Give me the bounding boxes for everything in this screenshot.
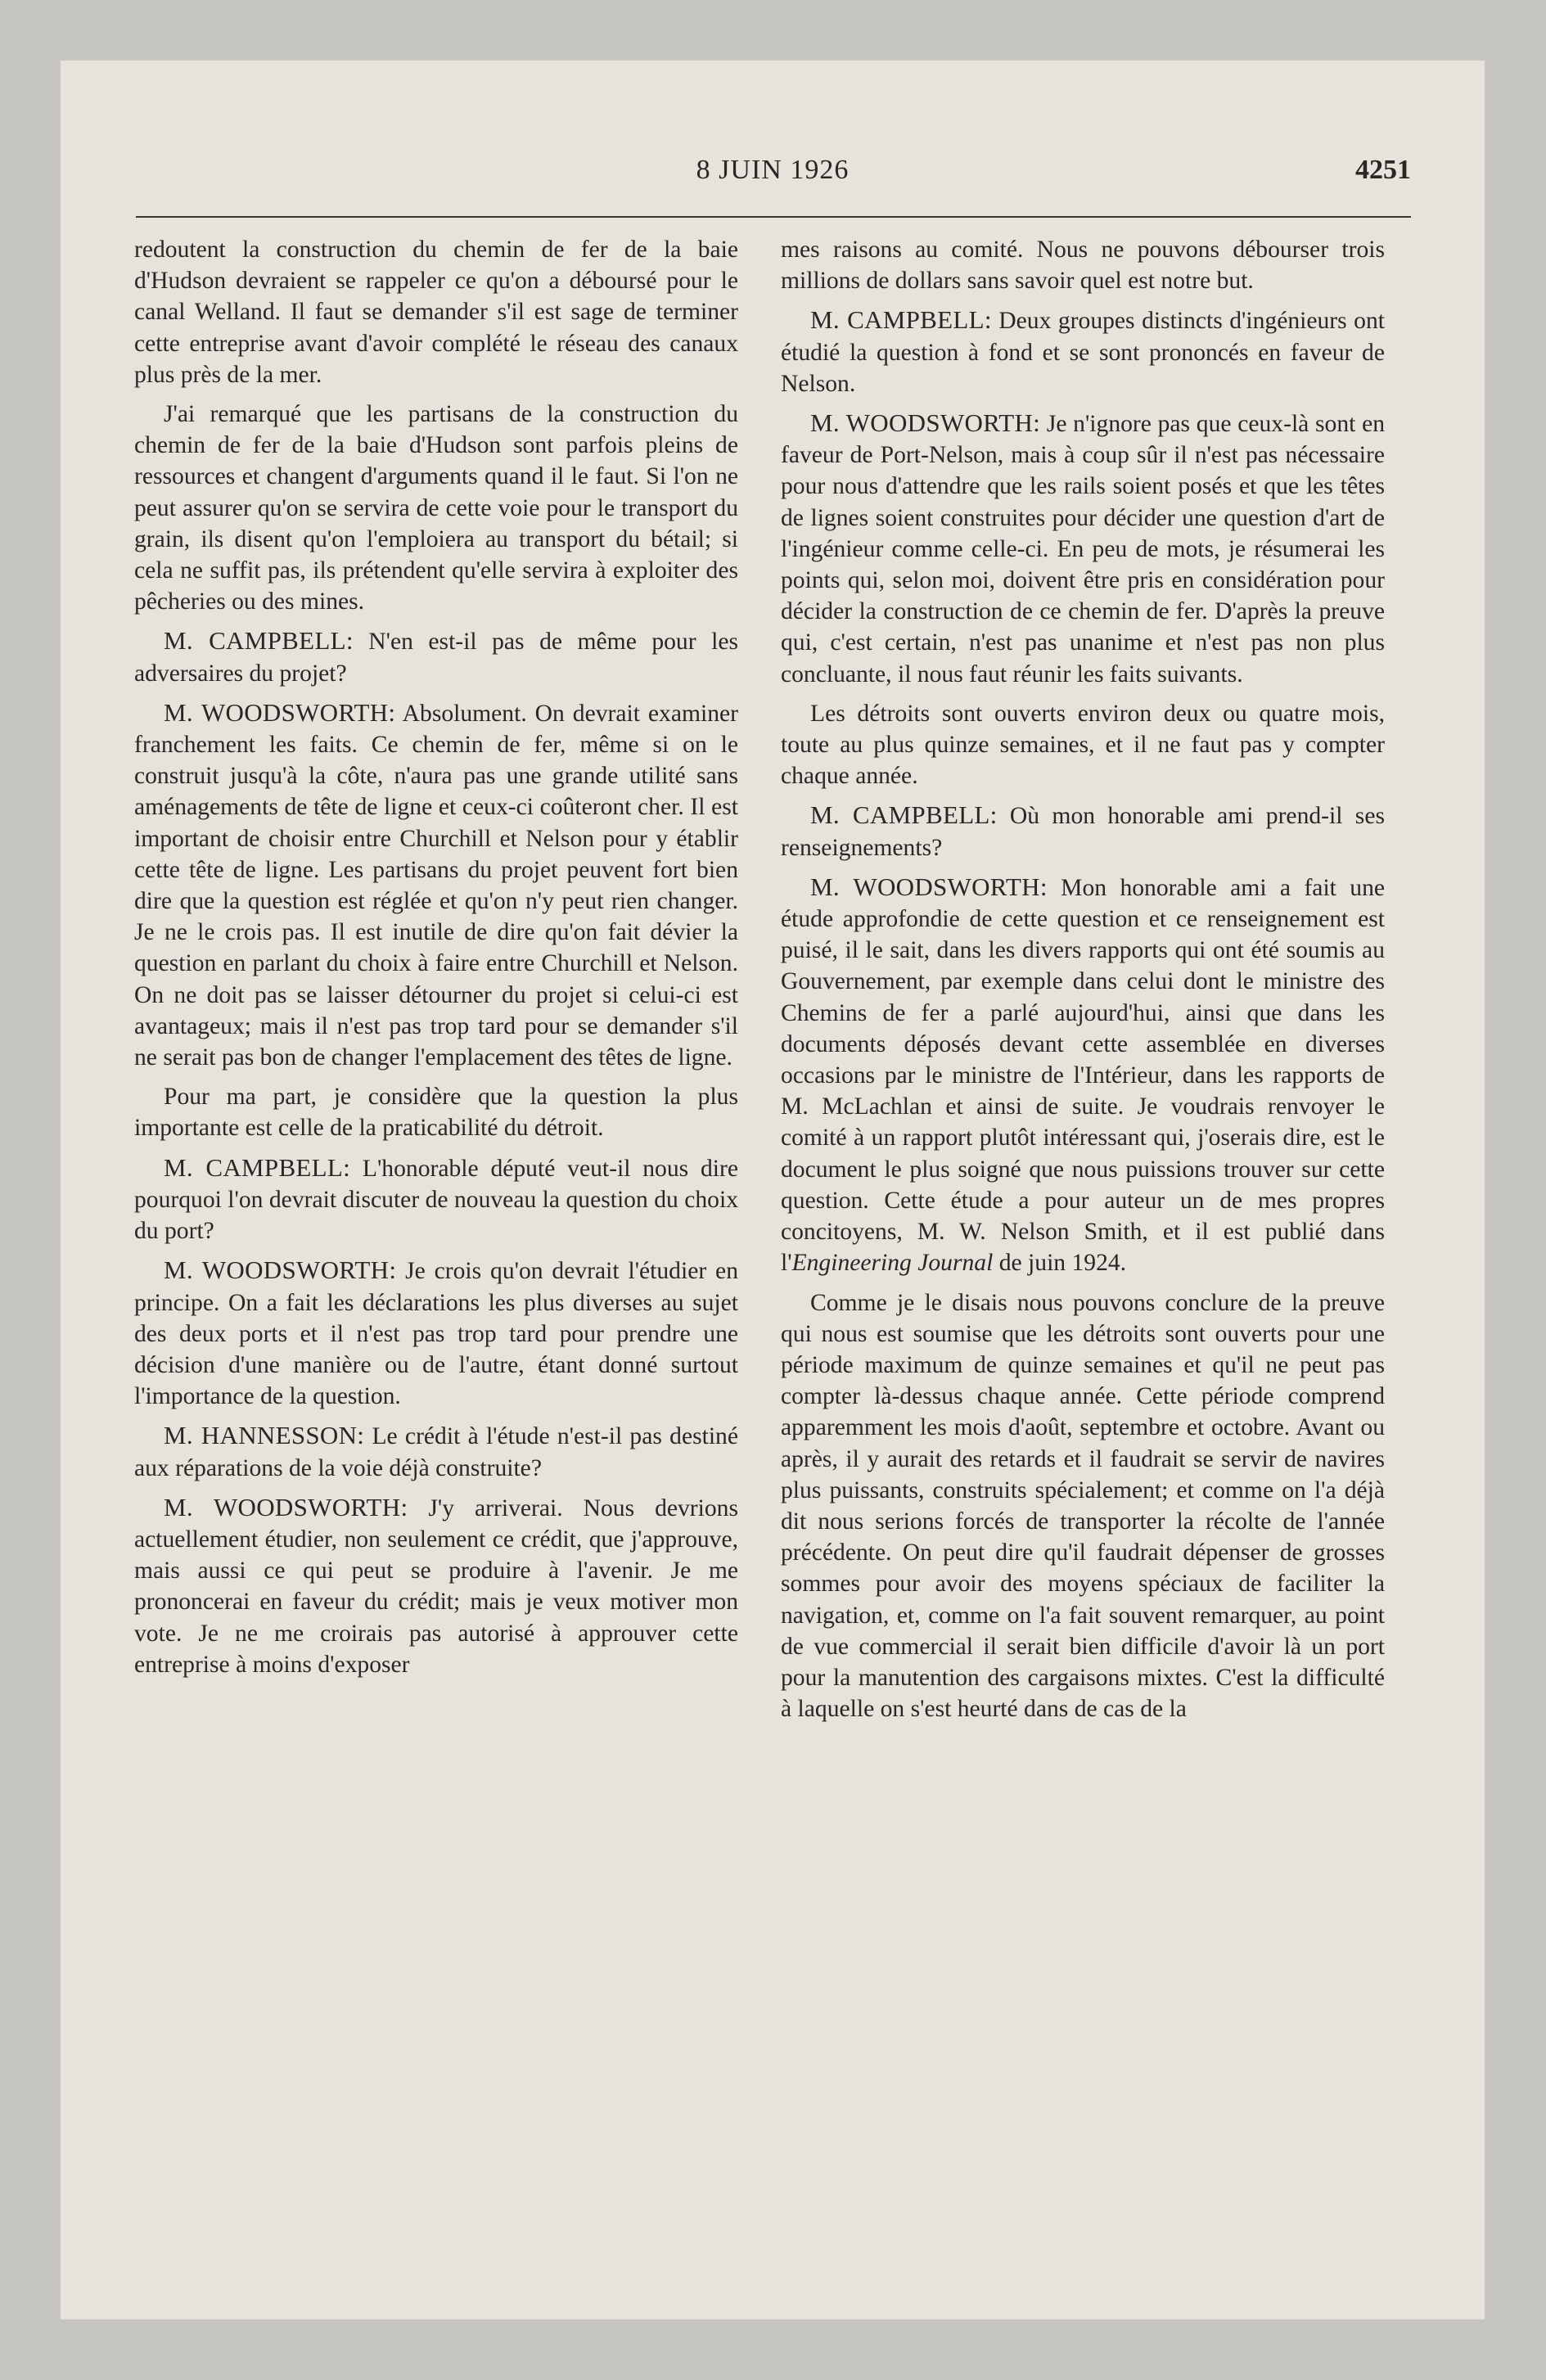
paragraph [134,1492,738,1680]
speaker-name: M. CAMPBELL: [164,1152,351,1182]
page-number: 4251 [1355,155,1411,185]
journal-title: Engineering Journal [791,1250,994,1277]
paragraph-text: mes raisons au comité. Nous ne pouvons débourser trois millions de dollars sans savoir quel est notre but. [781,237,1385,295]
paragraph-text: Je n'ignore pas que ceux-là sont en faveur de Port-Nelson, mais à coup sûr il n'est pas nécessaire pour nous d'attendre que les rails soient posés et que les têtes de lignes soient construites pour décider une question d'art de l'ingénieur comme celle-ci. En peu de mots, je résumerai les points qui, selon moi, doivent être pris en considération pour décider la construction de ce chemin de fer. D'après la preuve qui, c'est certain, n'est pas unanime et n'est pas non plus concluante, il nous faut réunir les faits suivants. [781,411,1385,687]
left-column [134,234,738,2239]
paragraph-text: Comme je le disais nous pouvons conclure de la preuve qui nous est soumise que les détroits sont ouverts pour une période maximum de quinze semaines et qu'il ne peut pas compter là-dessus chaque année. Cette période comprend apparemment les mois d'août, septembre et octobre. Avant ou après, il y aurait des retards et il faudrait se servir de navires plus puissants, construits spécialement; et comme on l'a déjà dit nous serions forcés de transporter la récolte de l'année précédente. On peut dire qu'il faudrait dépenser de grosses sommes pour avoir des moyens spéciaux de faciliter la navigation, et, comme on l'a fait souvent remarquer, au point de vue commercial il serait bien difficile d'avoir là un port pour la manutention des cargaisons mixtes. C'est la difficulté à laquelle on s'est heurté dans de cas de la [781,1289,1385,1723]
paragraph-text: Je crois qu'on devrait l'étudier en principe. On a fait les déclarations les plus diverses au sujet des deux ports et il n'est pas trop tard pour prendre une décision d'une manière ou de l'autre, étant donné surtout l'importance de la question. [134,1258,738,1410]
speaker-name: M. CAMPBELL: [810,305,992,335]
paragraph [134,625,738,688]
paragraph-text: Mon honorable ami a fait une étude approfondie de cette question et ce renseignement est puisé, il le sait, dans les divers rapports qui ont été soumis au Gouvernement, par exemple dans celui dont le ministre des Chemins de fer a parlé aujourd'hui, ainsi que dans les documents déposés devant cette assemblée en diverses occasions par le ministre de l'Intérieur, dans les rapports de M. McLachlan et ainsi de suite. Je voudrais renvoyer le comité à un rapport plutôt intéressant qui, j'oserais dire, est le document le plus soigné que nous puissions trouver sur cette question. Cette étude a pour auteur un de mes propres concitoyens, M. W. Nelson Smith, et il est publié dans l' [781,874,1385,1277]
paragraph [781,304,1385,399]
paragraph [781,800,1385,863]
header-date: 8 JUIN 1926 [696,155,850,185]
paragraph-text: J'y arriverai. Nous devrions actuellement étudier, non seulement ce crédit, que j'approuve, mais aussi ce qui peut se produire à l'avenir. Je me prononcerai en faveur du crédit; mais je veux motiver mon vote. Je ne me croirais pas autorisé à approuver cette entreprise à moins d'exposer [134,1494,738,1678]
speaker-name: M. HANNESSON: [164,1421,365,1450]
page-header [134,155,1411,196]
document-page [61,61,1485,2319]
paragraph-text: N'en est-il pas de même pour les adversaires du projet? [134,629,738,687]
paragraph-text-after: de juin 1924. [993,1250,1127,1277]
speaker-name: M. CAMPBELL: [164,626,354,656]
paragraph-text: redoutent la construction du chemin de fer de la baie d'Hudson devraient se rappeler ce qu'on a déboursé pour le canal Welland. Il faut se demander s'il est sage de terminer cette entreprise avant d'avoir complété le réseau des canaux plus près de la mer. [134,237,738,388]
paragraph [134,399,738,617]
right-column [781,234,1385,2239]
paragraph [134,1420,738,1483]
paragraph-text: J'ai remarqué que les partisans de la construction du chemin de fer de la baie d'Hudson sont parfois pleins de ressources et changent d'arguments quand il le faut. Si l'on ne peut assurer qu'on se servira de cette voie pour le transport du grain, ils disent qu'on l'emploiera au transport du bétail; si cela ne suffit pas, ils prétendent qu'elle servira à exploiter des pêcheries ou des mines. [134,401,738,615]
paragraph [781,872,1385,1279]
paragraph-text: Le crédit à l'étude n'est-il pas destiné aux réparations de la voie déjà construite? [134,1423,738,1481]
paragraph-text: Deux groupes distincts d'ingénieurs ont étudié la question à fond et se sont prononcés en faveur de Nelson. [781,308,1385,397]
paragraph-text: L'honorable député veut-il nous dire pourquoi l'on devrait discuter de nouveau la question du choix du port? [134,1155,738,1245]
paragraph [781,234,1385,296]
paragraph [781,408,1385,690]
speaker-name: M. CAMPBELL: [810,800,998,830]
paragraph [134,697,738,1073]
paragraph [134,1081,738,1143]
speaker-name: M. WOODSWORTH: [810,872,1048,901]
paragraph-text: Où mon honorable ami prend-il ses renseignements? [781,803,1385,861]
paragraph-text: Les détroits sont ouverts environ deux ou quatre mois, toute au plus quinze semaines, et il ne faut pas y compter chaque année. [781,700,1385,790]
speaker-name: M. WOODSWORTH: [810,408,1041,438]
paragraph-text: Absolument. On devrait examiner franchement les faits. Ce chemin de fer, même si on le construit jusqu'à la côte, n'aura pas une grande utilité sans aménagements de tête de ligne et ceux-ci coûteront cher. Il est important de choisir entre Churchill et Nelson pour y établir cette tête de ligne. Les partisans du projet peuvent fort bien dire que la question est réglée et qu'on n'y peut rien changer. Je ne le crois pas. Il est inutile de dire qu'on fait dévier la question en parlant du choix à faire entre Churchill et Nelson. On ne doit pas se laisser détourner du projet si celui-ci est avantageux; mais il n'est pas trop tard pour se demander s'il ne serait pas bon de changer l'emplacement des têtes de ligne. [134,700,738,1071]
paragraph [781,698,1385,792]
paragraph [781,1287,1385,1725]
speaker-name: M. WOODSWORTH: [164,1255,397,1285]
paragraph [134,1152,738,1247]
paragraph [134,1255,738,1412]
paragraph [134,234,738,390]
speaker-name: M. WOODSWORTH: [164,697,396,727]
paragraph-text: Pour ma part, je considère que la question la plus importante est celle de la praticabilité du détroit. [134,1084,738,1142]
header-rule [136,216,1411,218]
speaker-name: M. WOODSWORTH: [164,1492,408,1521]
